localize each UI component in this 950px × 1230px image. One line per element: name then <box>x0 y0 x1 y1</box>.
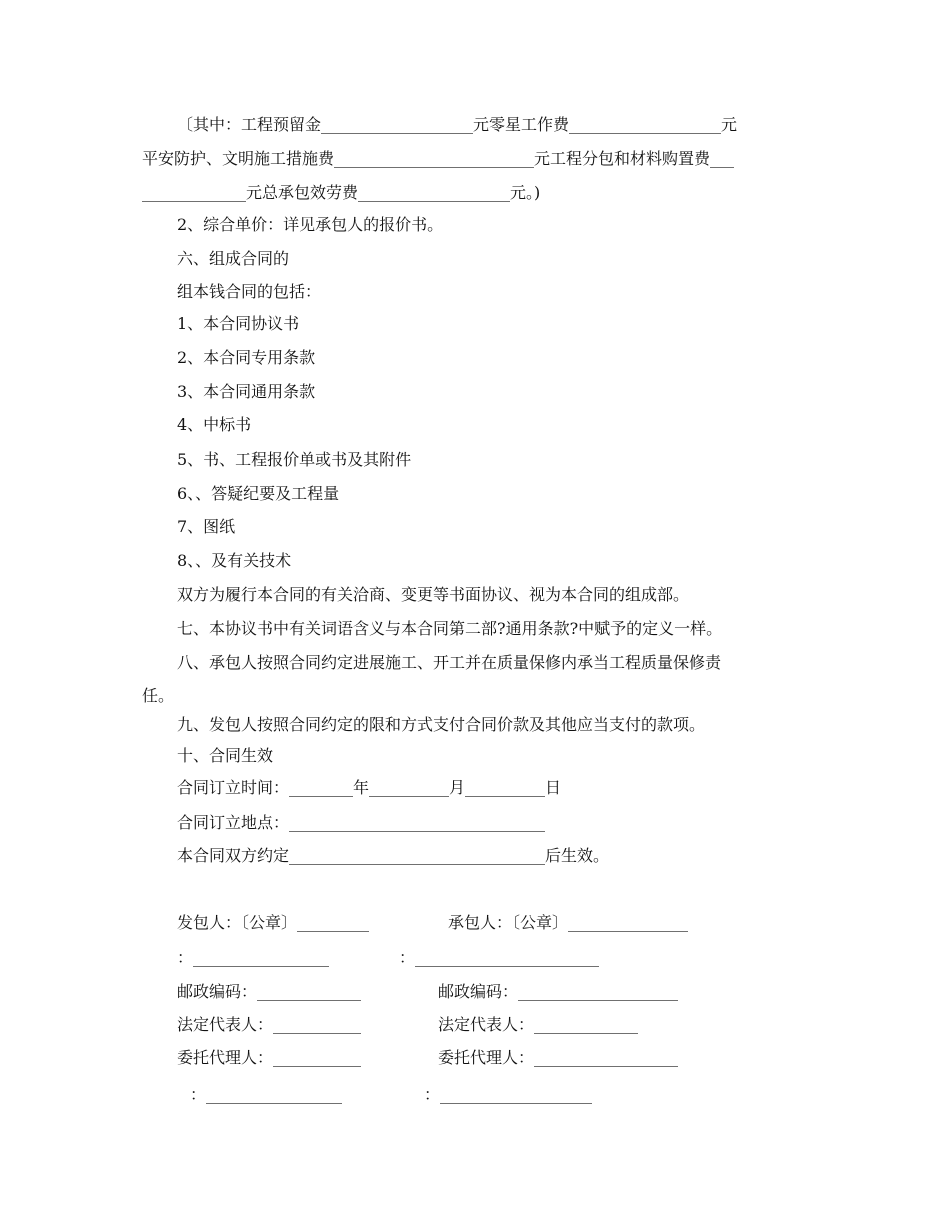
clause-8-line-2: 任。 <box>142 686 175 705</box>
list-item: 3、本合同通用条款 <box>177 382 316 401</box>
contractor-agent-line: 委托代理人：__________________ <box>438 1048 679 1067</box>
employer-agent-line: 委托代理人：___________ <box>177 1048 362 1067</box>
list-item: 6、、答疑纪要及工程量 <box>177 484 340 503</box>
supplement-clause: 双方为履行本合同的有关洽商、变更等书面协议、视为本合同的组成部。 <box>177 585 690 604</box>
intro-line-3: _____________元总承包效劳费___________________元。) <box>142 183 541 202</box>
clause-8-line-1: 八、承包人按照合同约定进展施工、开工并在质量保修内承当工程质量保修责 <box>177 653 722 672</box>
list-item: 5、书、工程报价单或书及其附件 <box>177 450 412 469</box>
list-item: 8、、及有关技术 <box>177 551 292 570</box>
contract-contents-intro: 组本钱合同的包括： <box>177 282 322 301</box>
list-item: 1、本合同协议书 <box>177 314 300 333</box>
contractor-field-line-2: ：___________________ <box>424 1085 593 1104</box>
list-item: 4、中标书 <box>177 415 252 434</box>
section-6-heading: 六、组成合同的 <box>177 249 290 268</box>
list-item: 7、图纸 <box>177 517 236 536</box>
contractor-seal-line: 承包人：〔公章〕_______________ <box>448 913 689 932</box>
employer-seal-line: 发包人：〔公章〕_________ <box>177 913 370 932</box>
clause-9: 九、发包人按照合同约定的限和方式支付合同价款及其他应当支付的款项。 <box>177 715 706 734</box>
signing-date-line: 合同订立时间：________年__________月__________日 <box>177 778 562 797</box>
signing-place-line: 合同订立地点：________________________________ <box>177 813 546 832</box>
employer-field-line-2: ：_________________ <box>190 1085 343 1104</box>
unit-price-line: 2、综合单价：详见承包人的报价书。 <box>177 215 444 234</box>
section-10-heading: 十、合同生效 <box>177 746 274 765</box>
contractor-postcode-line: 邮政编码：____________________ <box>438 982 679 1001</box>
intro-line-2: 平安防护、文明施工措施费_________________________元工程分包和材料购置费___ <box>142 149 735 168</box>
employer-field-line: ：_________________ <box>177 948 330 967</box>
employer-legal-rep-line: 法定代表人：___________ <box>177 1015 362 1034</box>
effective-condition-line: 本合同双方约定________________________________后生效。 <box>177 846 610 865</box>
list-item: 2、本合同专用条款 <box>177 348 316 367</box>
clause-7: 七、本协议书中有关词语含义与本合同第二部?通用条款?中赋予的定义一样。 <box>177 619 723 638</box>
employer-postcode-line: 邮政编码：_____________ <box>177 982 362 1001</box>
contractor-legal-rep-line: 法定代表人：_____________ <box>438 1015 639 1034</box>
intro-line-1: 〔其中：工程预留金___________________元零星工作费___________________元 <box>177 115 738 134</box>
contractor-field-line: ：_______________________ <box>399 948 600 967</box>
